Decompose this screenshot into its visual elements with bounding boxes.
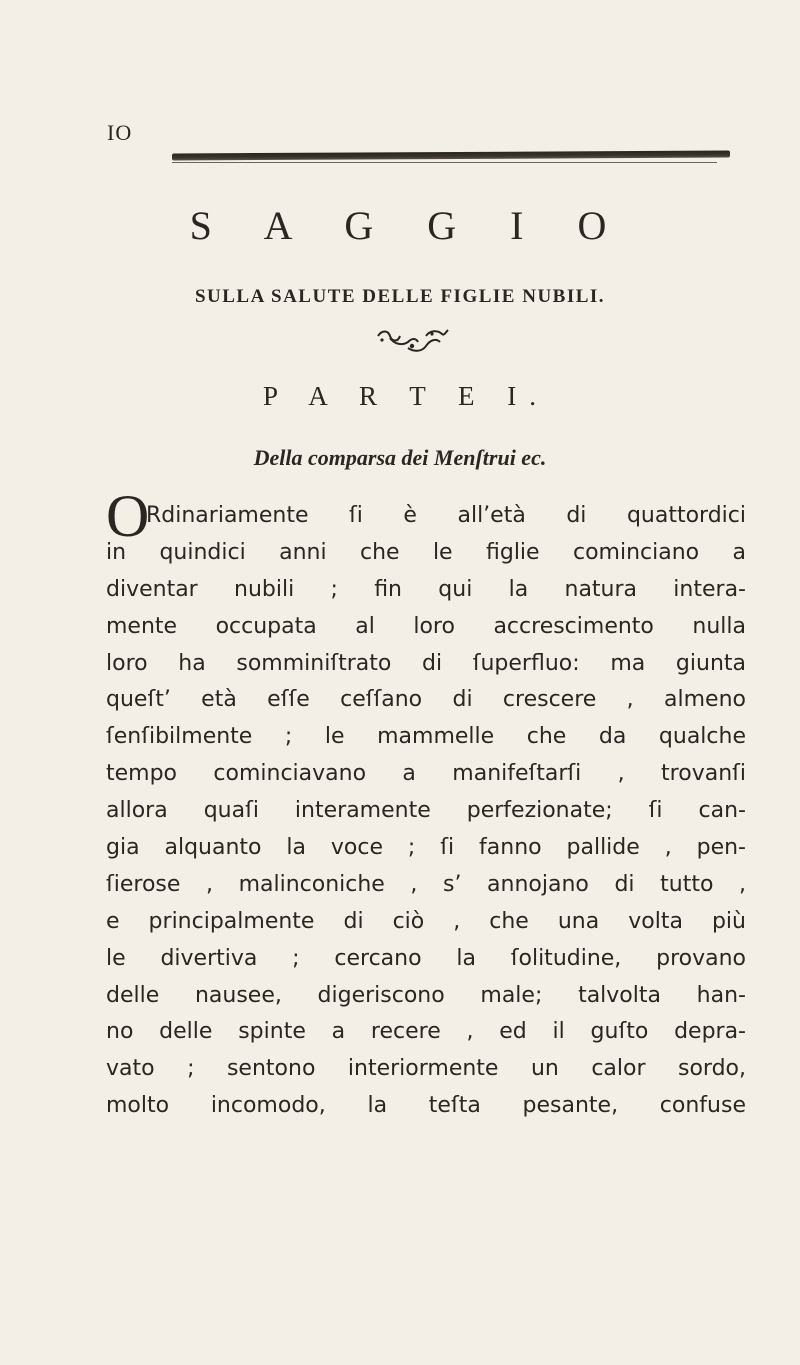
text-line: e principalmente di ciò , che una volta più (106, 908, 746, 934)
text-line: allora quaſi interamente perfezionate; ſi can- (106, 798, 746, 824)
header-rule-thin (172, 162, 717, 163)
chapter-title: Della comparsa dei Menſtrui ec. (253, 445, 547, 470)
page-number: IO (107, 120, 133, 145)
text-line: queſt’ età eſſe ceſſano di crescere , almeno (106, 687, 746, 713)
floral-ornament-icon (372, 328, 452, 356)
text-line: gia alquanto la voce ; ſi fanno pallide , pen- (106, 835, 746, 861)
book-title: S A G G I O (189, 203, 629, 248)
text-line: no delle spinte a recere , ed il guſto depra- (106, 1019, 746, 1045)
book-subtitle: SULLA SALUTE DELLE FIGLIE NUBILI. (194, 286, 606, 307)
part-heading: P A R T E I. (262, 381, 550, 411)
text-line: Rdinariamente ſi è all’età di quattordici (146, 503, 746, 528)
text-line: tempo cominciavano a manifeſtarſi , trovanſi (106, 761, 746, 787)
text-line: ſierose , malinconiche , s’ annojano di tutto , (106, 871, 746, 897)
text-line: molto incomodo, la teſta pesante, confuse (106, 1093, 746, 1119)
text-line: le divertiva ; cercano la ſolitudine, provano (106, 945, 746, 971)
text-line: ſenſibilmente ; le mammelle che da qualche (106, 724, 746, 750)
text-line: mente occupata al loro accrescimento nulla (106, 613, 746, 639)
text-line: in quindici anni che le figlie cominciano a (106, 539, 746, 565)
drop-cap: O (106, 483, 150, 549)
header-rule (172, 151, 730, 161)
text-line: loro ha somminiſtrato di ſuperfluo: ma giunta (106, 650, 746, 676)
text-line: vato ; sentono interiormente un calor sordo, (106, 1056, 746, 1082)
text-line: delle nausee, digeriscono male; talvolta han- (106, 982, 746, 1008)
body-paragraph (106, 498, 746, 1125)
text-line: diventar nubili ; fin qui la natura intera- (106, 576, 746, 602)
